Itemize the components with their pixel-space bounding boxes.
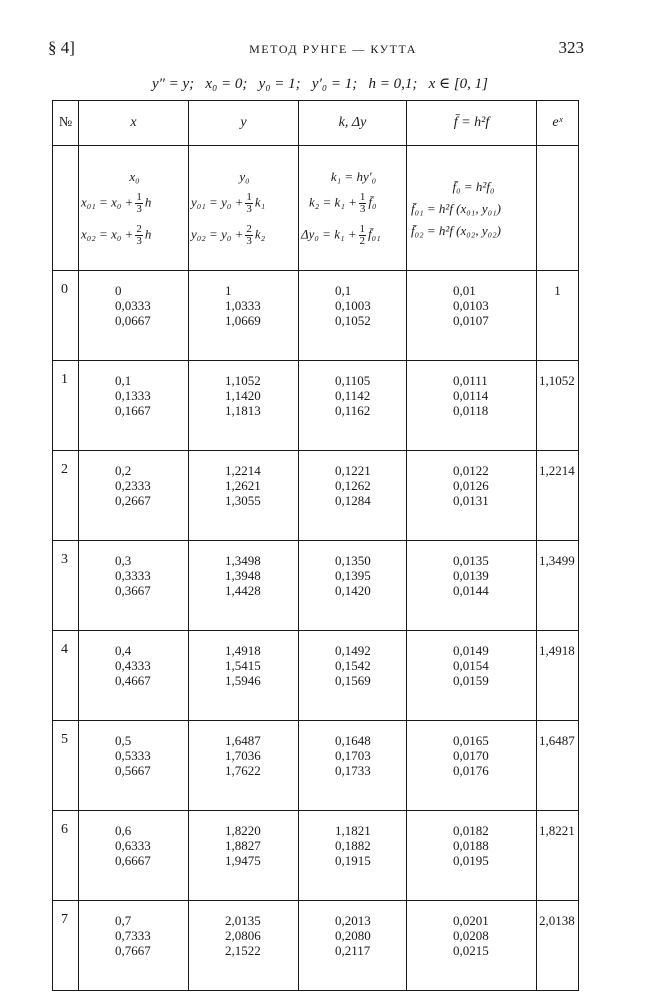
- cell-x: [79, 721, 189, 811]
- cell-x: [79, 811, 189, 901]
- cell-exact: 1,4918: [537, 631, 579, 721]
- value-k: 0,2117: [335, 943, 371, 958]
- value-y: 1,5946: [225, 673, 261, 688]
- running-title: МЕТОД РУНГЕ — КУТТА: [249, 42, 417, 56]
- value-y: 1,3498: [225, 553, 261, 568]
- runge-kutta-table: [52, 100, 579, 991]
- value-x: 0,6333: [115, 838, 151, 853]
- cell-exact: 2,0138: [537, 901, 579, 991]
- cell-x: [79, 271, 189, 361]
- value-f: 0,0195: [453, 853, 489, 868]
- cell-y: [189, 721, 299, 811]
- value-f: 0,0126: [453, 478, 489, 493]
- value-y: 1,9475: [225, 853, 261, 868]
- value-k: 0,1142: [335, 388, 371, 403]
- section-marker: § 4]: [48, 38, 75, 57]
- cell-f: [407, 451, 537, 541]
- cell-y: [189, 811, 299, 901]
- value-k: 0,1420: [335, 583, 371, 598]
- value-k: 0,1733: [335, 763, 371, 778]
- value-y: 1,0333: [225, 298, 261, 313]
- cell-exact: 1,6487: [537, 721, 579, 811]
- formula-k2: k₂ = k₁ + $\frac{1}{3}$ f̄₀: [309, 190, 377, 215]
- value-x: 0,2667: [115, 493, 151, 508]
- table-row: [53, 811, 579, 901]
- fraction-one-third: $\frac{1}{3}$: [359, 190, 366, 215]
- formula-dy0: Δy₀ = k₁ + $\frac{1}{2}$ f̄₀₁: [301, 222, 381, 247]
- cell-f: [407, 631, 537, 721]
- value-f: 0,0215: [453, 943, 489, 958]
- value-x: 0,6: [115, 823, 132, 838]
- value-y: 1,2214: [225, 463, 261, 478]
- formula-k-cell: [299, 146, 407, 271]
- value-x: 0,5667: [115, 763, 151, 778]
- fraction-one-third: $\frac{1}{3}$: [246, 190, 252, 215]
- value-f: 0,0139: [453, 568, 489, 583]
- value-y: 1,6487: [225, 733, 261, 748]
- formula-row: [53, 146, 579, 271]
- value-x: 0: [115, 283, 122, 298]
- value-y: 1,1420: [225, 388, 261, 403]
- table-row: [53, 541, 579, 631]
- cell-f: [407, 361, 537, 451]
- fraction-one-third: $\frac{1}{3}$: [136, 190, 142, 215]
- value-k: 0,2080: [335, 928, 371, 943]
- formula-y01: y₀₁ = y₀ + $\frac{1}{3}$ k₁: [191, 190, 266, 215]
- table-row: [53, 721, 579, 811]
- value-y: 2,0806: [225, 928, 261, 943]
- value-f: 0,0165: [453, 733, 489, 748]
- value-x: 0,0667: [115, 313, 151, 328]
- value-k: 0,1882: [335, 838, 371, 853]
- cell-k: [299, 361, 407, 451]
- value-y: 1,8220: [225, 823, 261, 838]
- value-f: 0,0176: [453, 763, 489, 778]
- value-x: 0,2333: [115, 478, 151, 493]
- formula-y-cell: [189, 146, 299, 271]
- value-k: 0,1915: [335, 853, 371, 868]
- value-x: 0,4333: [115, 658, 151, 673]
- value-y: 1,4428: [225, 583, 261, 598]
- table-row: [53, 451, 579, 541]
- fraction-two-thirds: $\frac{2}{3}$: [136, 222, 142, 247]
- row-index: 1: [53, 361, 79, 451]
- cell-x: [79, 541, 189, 631]
- cell-f: [407, 271, 537, 361]
- cell-f: [407, 901, 537, 991]
- cell-k: [299, 271, 407, 361]
- value-f: 0,0201: [453, 913, 489, 928]
- table-row: [53, 271, 579, 361]
- value-k: 0,1221: [335, 463, 371, 478]
- fraction-two-thirds: $\frac{2}{3}$: [246, 222, 252, 247]
- formula-f02: f̄₀₂ = h²f (x₀₂, y₀₂): [411, 222, 501, 238]
- fraction-one-half: $\frac{1}{2}$: [359, 222, 366, 247]
- value-k: 0,1492: [335, 643, 371, 658]
- value-x: 0,3667: [115, 583, 151, 598]
- value-k: 0,1052: [335, 313, 371, 328]
- value-x: 0,1333: [115, 388, 151, 403]
- header-k: k, Δy: [299, 101, 407, 146]
- value-x: 0,4667: [115, 673, 151, 688]
- table-row: [53, 631, 579, 721]
- value-k: 0,1703: [335, 748, 371, 763]
- value-k: 1,1821: [335, 823, 371, 838]
- cell-x: [79, 451, 189, 541]
- value-y: 1,5415: [225, 658, 261, 673]
- value-x: 0,0333: [115, 298, 151, 313]
- formula-index-cell: [53, 146, 79, 271]
- cell-y: [189, 361, 299, 451]
- cell-k: [299, 901, 407, 991]
- value-y: 1,8827: [225, 838, 261, 853]
- cell-x: [79, 631, 189, 721]
- value-y: 1,7622: [225, 763, 261, 778]
- condition-h: h = 0,1;: [368, 76, 418, 92]
- value-f: 0,0103: [453, 298, 489, 313]
- formula-x0: x₀: [129, 168, 140, 184]
- value-k: 0,1542: [335, 658, 371, 673]
- cell-f: [407, 811, 537, 901]
- value-x: 0,3: [115, 553, 132, 568]
- formula-y02: y₀₂ = y₀ + $\frac{2}{3}$ k₂: [191, 222, 266, 247]
- value-y: 1,1052: [225, 373, 261, 388]
- value-f: 0,0135: [453, 553, 489, 568]
- value-k: 0,1162: [335, 403, 371, 418]
- value-k: 0,2013: [335, 913, 371, 928]
- cell-y: [189, 451, 299, 541]
- cell-x: [79, 361, 189, 451]
- value-k: 0,1569: [335, 673, 371, 688]
- value-f: 0,0107: [453, 313, 489, 328]
- cell-k: [299, 811, 407, 901]
- cell-f: [407, 721, 537, 811]
- header-exact: eˣ: [537, 101, 579, 146]
- cell-exact: 1,8221: [537, 811, 579, 901]
- row-index: 7: [53, 901, 79, 991]
- row-index: 2: [53, 451, 79, 541]
- value-y: 2,1522: [225, 943, 261, 958]
- value-k: 0,1105: [335, 373, 371, 388]
- value-f: 0,0144: [453, 583, 489, 598]
- value-k: 0,1648: [335, 733, 371, 748]
- value-y: 1,1813: [225, 403, 261, 418]
- cell-y: [189, 271, 299, 361]
- formula-x02: x₀₂ = x₀ + $\frac{2}{3}$ h: [81, 222, 152, 247]
- cell-k: [299, 451, 407, 541]
- row-index: 3: [53, 541, 79, 631]
- value-x: 0,7: [115, 913, 132, 928]
- value-k: 0,1350: [335, 553, 371, 568]
- value-y: 2,0135: [225, 913, 261, 928]
- formula-k1: k₁ = hy′₀: [330, 168, 377, 184]
- formula-y0: y₀: [239, 168, 250, 184]
- value-f: 0,0118: [453, 403, 489, 418]
- cell-k: [299, 631, 407, 721]
- value-x: 0,5333: [115, 748, 151, 763]
- formula-x-cell: [79, 146, 189, 271]
- data-rows: [53, 271, 579, 991]
- condition-equation: y″ = y;: [151, 76, 195, 92]
- value-y: 1,0669: [225, 313, 261, 328]
- cell-f: [407, 541, 537, 631]
- value-y: 1,3948: [225, 568, 261, 583]
- condition-x0: x₀ = 0;: [205, 76, 248, 92]
- value-f: 0,0111: [453, 373, 488, 388]
- value-f: 0,0188: [453, 838, 489, 853]
- cell-y: [189, 631, 299, 721]
- value-x: 0,1: [115, 373, 132, 388]
- formula-f01: f̄₀₁ = h²f (x₀₁, y₀₁): [411, 200, 501, 216]
- value-y: 1,2621: [225, 478, 261, 493]
- cell-y: [189, 541, 299, 631]
- cell-k: [299, 541, 407, 631]
- page-number: 323: [558, 38, 584, 57]
- condition-y0: y₀ = 1;: [258, 76, 301, 92]
- cell-y: [189, 901, 299, 991]
- condition-domain: x ∈ [0, 1]: [428, 76, 489, 92]
- value-x: 0,4: [115, 643, 132, 658]
- value-y: 1,3055: [225, 493, 261, 508]
- cell-x: [79, 901, 189, 991]
- cell-k: [299, 721, 407, 811]
- value-x: 0,6667: [115, 853, 151, 868]
- value-y: 1,4918: [225, 643, 261, 658]
- value-x: 0,1667: [115, 403, 151, 418]
- value-f: 0,0149: [453, 643, 489, 658]
- row-index: 0: [53, 271, 79, 361]
- value-k: 0,1262: [335, 478, 371, 493]
- cell-exact: 1: [537, 271, 579, 361]
- value-f: 0,0182: [453, 823, 489, 838]
- value-k: 0,1003: [335, 298, 371, 313]
- value-f: 0,0122: [453, 463, 489, 478]
- header-f: f̄ = h²f: [407, 101, 537, 146]
- cell-exact: 1,2214: [537, 451, 579, 541]
- value-x: 0,3333: [115, 568, 151, 583]
- table-row: [53, 901, 579, 991]
- value-f: 0,0154: [453, 658, 489, 673]
- value-x: 0,7667: [115, 943, 151, 958]
- value-f: 0,0159: [453, 673, 489, 688]
- value-f: 0,01: [453, 283, 476, 298]
- value-y: 1: [225, 283, 232, 298]
- formula-f0: f̄₀ = h²f₀: [452, 178, 495, 194]
- cell-exact: 1,1052: [537, 361, 579, 451]
- value-x: 0,5: [115, 733, 132, 748]
- row-index: 5: [53, 721, 79, 811]
- header-y: y: [189, 101, 299, 146]
- cell-exact: 1,3499: [537, 541, 579, 631]
- value-k: 0,1284: [335, 493, 371, 508]
- formula-exact-cell: [537, 146, 579, 271]
- value-f: 0,0208: [453, 928, 489, 943]
- value-y: 1,7036: [225, 748, 261, 763]
- value-k: 0,1395: [335, 568, 371, 583]
- condition-dy0: y′₀ = 1;: [311, 76, 358, 92]
- problem-conditions: [60, 74, 580, 93]
- header-row: [53, 101, 579, 146]
- row-index: 6: [53, 811, 79, 901]
- table-row: [53, 361, 579, 451]
- value-f: 0,0170: [453, 748, 489, 763]
- header-index: №: [53, 101, 79, 146]
- value-x: 0,7333: [115, 928, 151, 943]
- value-k: 0,1: [335, 283, 352, 298]
- formula-f-cell: [407, 146, 537, 271]
- formula-x01: x₀₁ = x₀ + $\frac{1}{3}$ h: [81, 190, 152, 215]
- value-f: 0,0131: [453, 493, 489, 508]
- header-x: x: [79, 101, 189, 146]
- value-f: 0,0114: [453, 388, 489, 403]
- row-index: 4: [53, 631, 79, 721]
- value-x: 0,2: [115, 463, 132, 478]
